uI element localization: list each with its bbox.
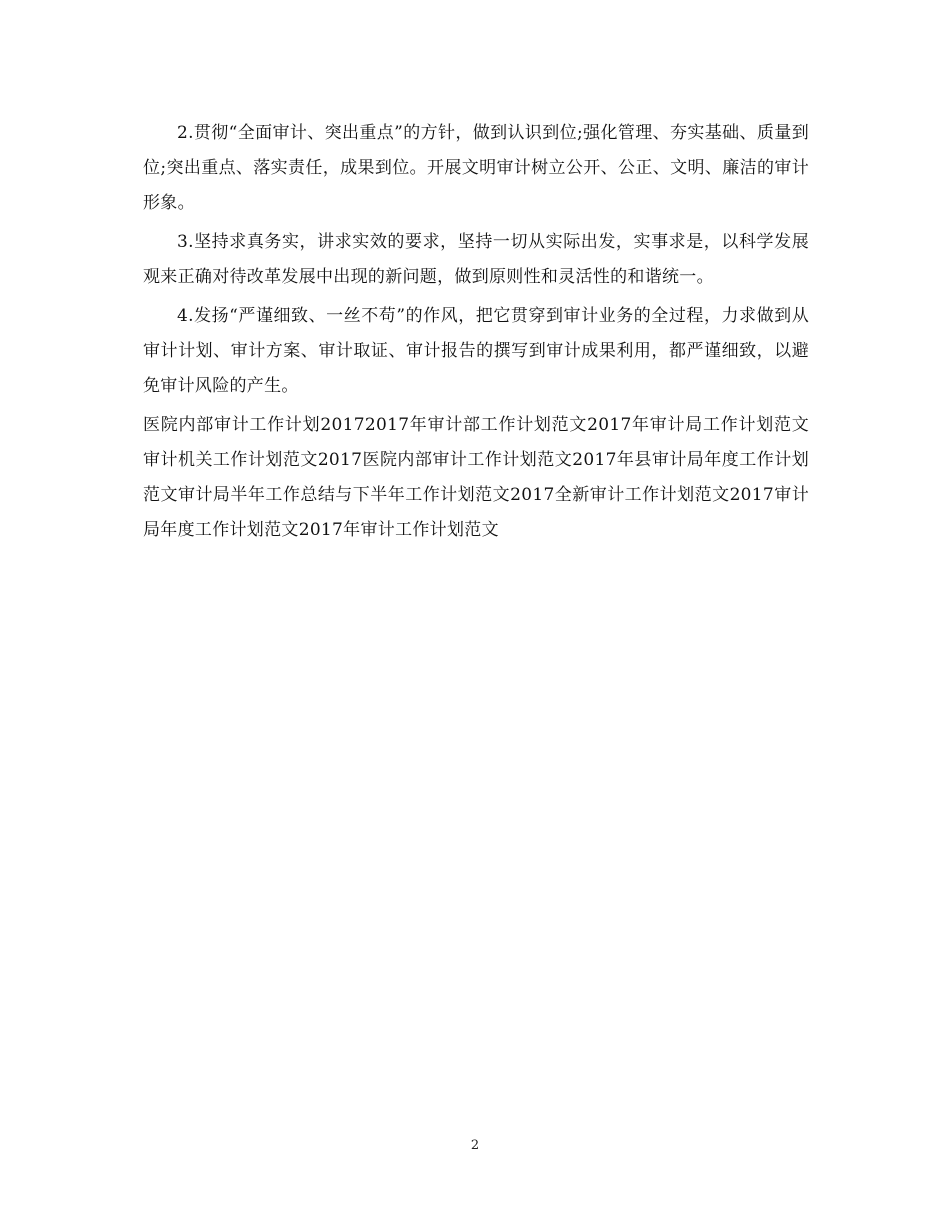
page-number: 2 xyxy=(470,1138,480,1153)
paragraph-item-4: 4.发扬“严谨细致、一丝不苟”的作风，把它贯穿到审计业务的全过程，力求做到从审计计划、审计方案、审计取证、审计报告的撰写到审计成果利用，都严谨细致，以避免审计风险的产生。 xyxy=(143,306,809,396)
related-links-text: 医院内部审计工作计划20172017年审计部工作计划范文2017年审计局工作计划范文审计机关工作计划范文2017医院内部审计工作计划范文2017年县审计局年度工作计划范文审计局半年工作总结与下半年工作计划范文2017全新审计工作计划范文2017审计局年度工作计划范文2017年审计工作计划范文 xyxy=(143,415,809,540)
paragraph-item-3: 3.坚持求真务实，讲求实效的要求，坚持一切从实际出发，实事求是，以科学发展观来正确对待改革发展中出现的新问题，做到原则性和灵活性的和谐统一。 xyxy=(143,232,809,287)
document-body xyxy=(143,116,809,548)
paragraph-item-2: 2.贯彻“全面审计、突出重点”的方针，做到认识到位;强化管理、夯实基础、质量到位;突出重点、落实责任，成果到位。开展文明审计树立公开、公正、文明、廉洁的审计形象。 xyxy=(143,123,809,213)
